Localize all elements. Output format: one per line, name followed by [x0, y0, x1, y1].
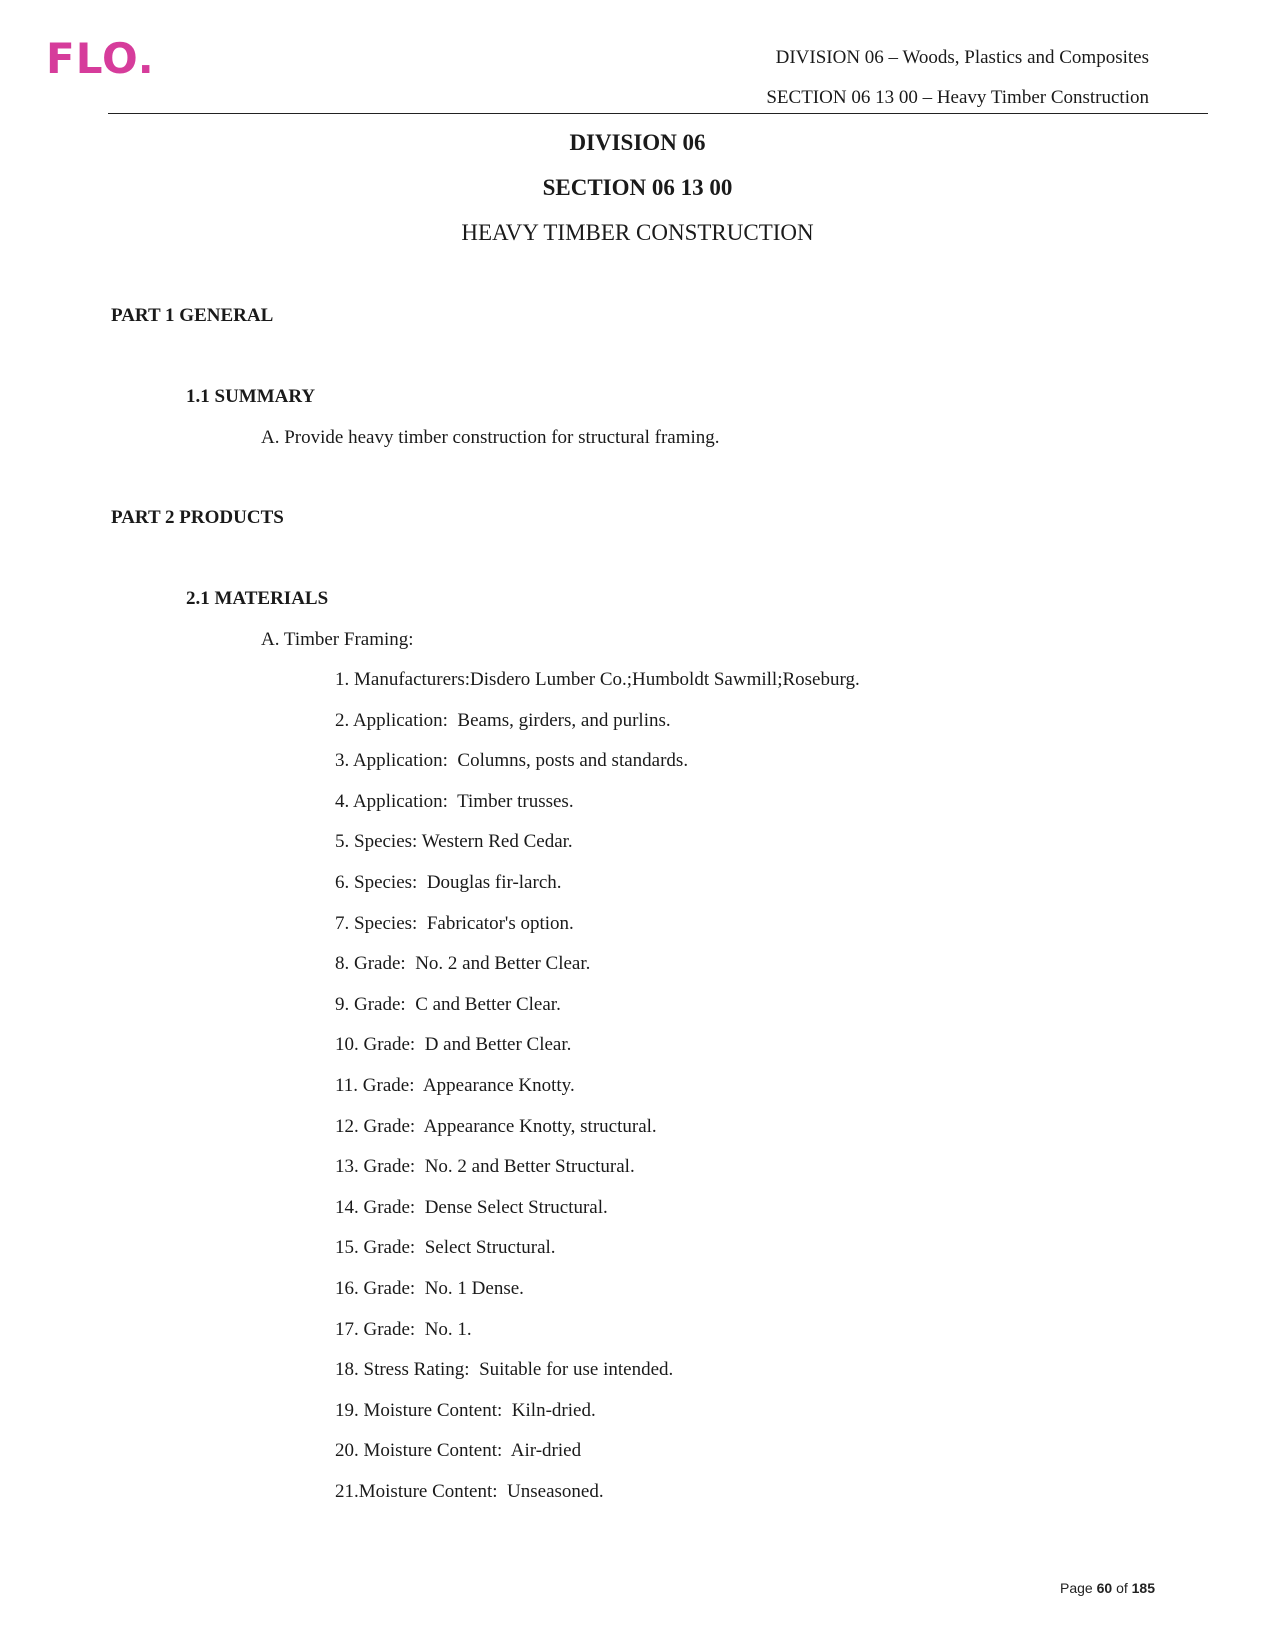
list-item: 5. Species: Western Red Cedar. — [335, 831, 573, 853]
header-division: DIVISION 06 – Woods, Plastics and Composites — [775, 47, 1149, 68]
list-item: 6. Species: Douglas fir-larch. — [335, 871, 562, 893]
list-item: 11. Grade: Appearance Knotty. — [335, 1074, 575, 1096]
list-item: 9. Grade: C and Better Clear. — [335, 993, 561, 1015]
list-item: 19. Moisture Content: Kiln-dried. — [335, 1399, 596, 1421]
header-section: SECTION 06 13 00 – Heavy Timber Construction — [766, 87, 1149, 108]
list-item: 3. Application: Columns, posts and standards. — [335, 750, 689, 772]
page-total: 185 — [1131, 1580, 1155, 1596]
summary-heading: 1.1 SUMMARY — [186, 386, 316, 407]
section-title: SECTION 06 13 00 — [542, 175, 733, 200]
part-2-heading: PART 2 PRODUCTS — [111, 507, 284, 528]
materials-list — [335, 670, 860, 1522]
list-item: 4. Application: Timber trusses. — [335, 790, 574, 812]
page-number-footer — [1060, 1581, 1155, 1595]
section-name: HEAVY TIMBER CONSTRUCTION — [461, 220, 814, 245]
materials-heading: 2.1 MATERIALS — [186, 588, 329, 609]
of-label: of — [1116, 1580, 1128, 1596]
list-item: 20. Moisture Content: Air-dried — [335, 1440, 582, 1462]
list-item: 17. Grade: No. 1. — [335, 1318, 472, 1340]
timber-framing-paragraph: A. Timber Framing: — [261, 629, 414, 650]
summary-paragraph: A. Provide heavy timber construction for structural framing. — [261, 427, 720, 448]
list-item: 14. Grade: Dense Select Structural. — [335, 1196, 608, 1218]
list-item: 10. Grade: D and Better Clear. — [335, 1034, 572, 1056]
list-item: 8. Grade: No. 2 and Better Clear. — [335, 953, 591, 975]
list-item: 2. Application: Beams, girders, and purlins. — [335, 709, 671, 731]
page-number: 60 — [1096, 1580, 1113, 1596]
company-logo: FLO. — [46, 34, 155, 83]
list-item: 12. Grade: Appearance Knotty, structural. — [335, 1115, 657, 1137]
list-item: 13. Grade: No. 2 and Better Structural. — [335, 1156, 635, 1178]
list-item: 7. Species: Fabricator's option. — [335, 912, 574, 934]
list-item: 15. Grade: Select Structural. — [335, 1237, 556, 1259]
page-label: Page — [1060, 1580, 1093, 1596]
list-item: 18. Stress Rating: Suitable for use intended. — [335, 1359, 674, 1381]
list-item: 1. Manufacturers:Disdero Lumber Co.;Humboldt Sawmill;Roseburg. — [335, 669, 860, 690]
header-divider — [108, 113, 1208, 114]
list-item: 16. Grade: No. 1 Dense. — [335, 1277, 524, 1299]
part-1-heading: PART 1 GENERAL — [111, 305, 274, 326]
list-item: 21.Moisture Content: Unseasoned. — [335, 1480, 604, 1502]
division-title: DIVISION 06 — [569, 130, 706, 155]
